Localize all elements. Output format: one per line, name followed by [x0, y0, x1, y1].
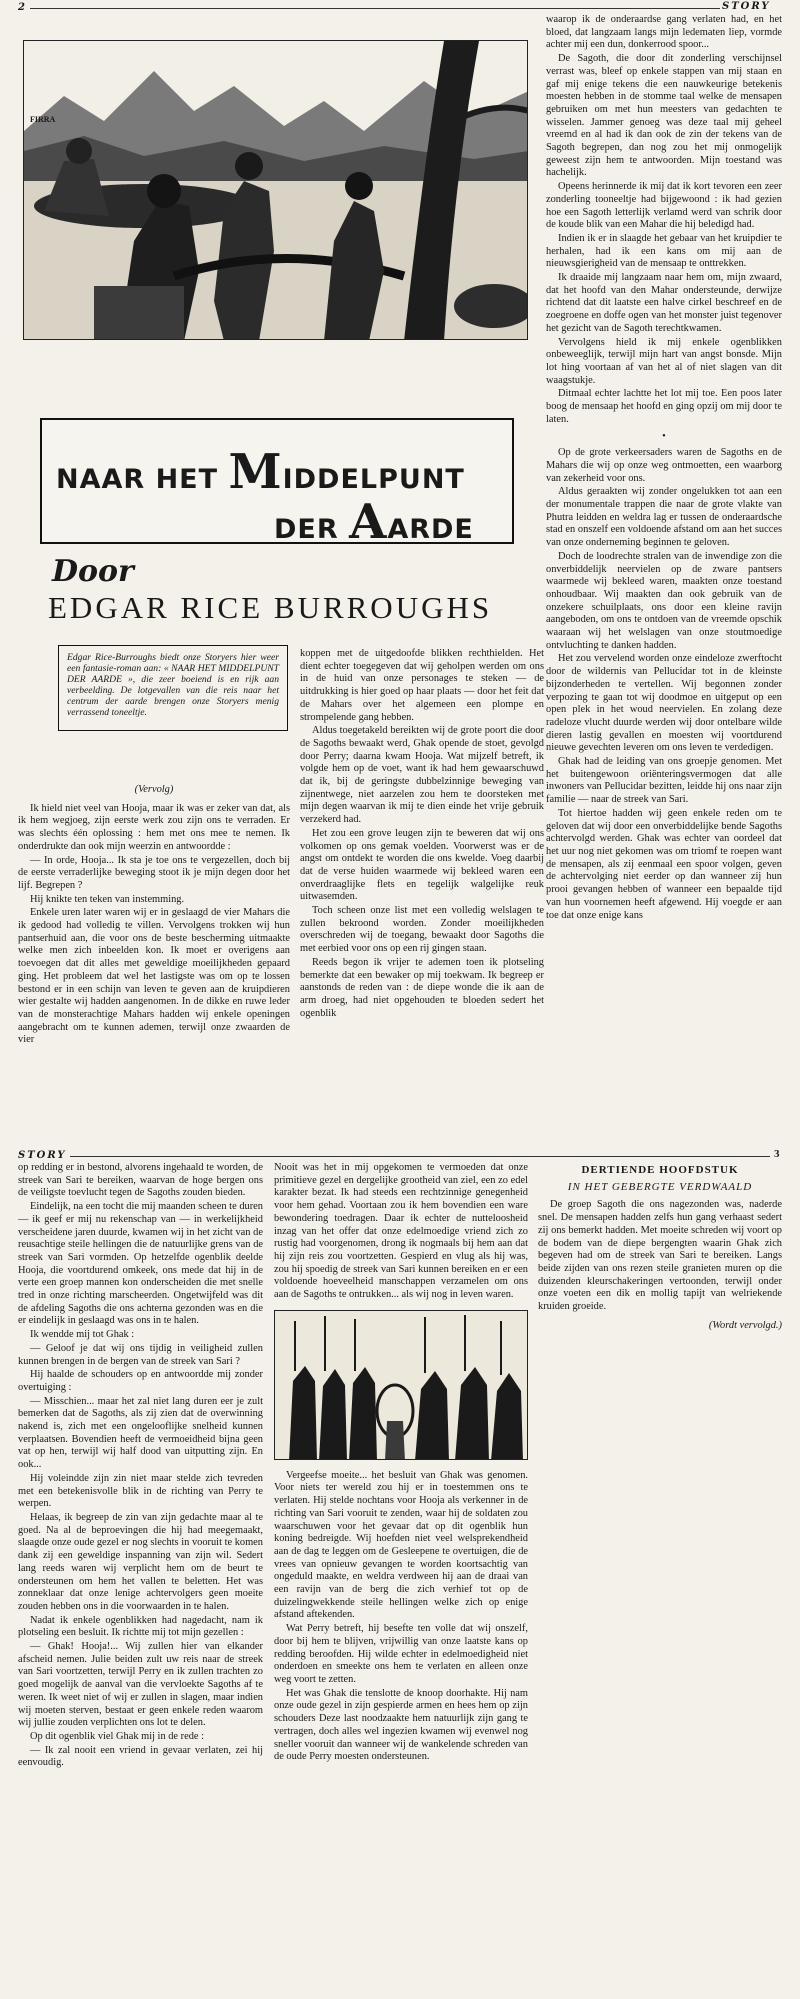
- article-column-2: [300, 648, 544, 1140]
- article-column-3: [538, 1162, 782, 1999]
- paragraph: Ghak had de leiding van ons groepje genomen. Met het buitengewoon oriënteringsvermogen dat alle inwoners van Pellucidar bezitten, leidde hij ons naar zijn familie — naar de streek van Sari.: [546, 756, 782, 806]
- paragraph: — Geloof je dat wij ons tijdig in veiligheid zullen kunnen brengen in de bergen van de streek van Sari ?: [18, 1342, 263, 1367]
- byline-door: Door: [52, 554, 134, 589]
- paragraph: Nadat ik enkele ogenblikken had nagedacht, nam ik plotseling een besluit. Ik richtte mij tot mijn gezellen :: [18, 1614, 263, 1639]
- paragraph: Doch de loodrechte stralen van de inwendige zon die onverbiddelijk neervielen op de zware pantsers waarmede wij bekleed waren, maakten onze toestand onhoudbaar. Wij maakten dan ook gebruik van de onzekere schuilplaats, ons door een kleine ravijn aangeboden, om ons te ontdoen van de vreemde opschik waaraan wij het welslagen van onze stoutmoedige ontvluchting te danken hadden.: [546, 550, 782, 651]
- paragraph: De Sagoth, die door dit zonderling verschijnsel verrast was, bleef op enkele stappen van mij staan en gaf mij enige tekens die een nauwkeurige betekenis moesten hebben in de stomme taal welke de mensapen gebruiken om met hun meesters van gedachten te wisselen. Jammer genoeg was deze taal mij geheel vreemd en al had ik dan ook de zin der tekens van de Sagoth begrepen, dan nog zou het mij onmogelijk geweest zijn hem te antwoorden. Mijn toestand was hachelijk.: [546, 53, 782, 179]
- title-initial-a: A: [349, 494, 388, 550]
- paragraph: Eindelijk, na een tocht die mij maanden scheen te duren — ik geef er mij nu rekenschap van — in werkelijkheid verscheidene jaren duurde, kwamen wij in het zicht van de reusachtige steile hellingen die de natuurlijke grens van de streek van Sari vormden. Op hetzelfde ogenblik deelde Hooja, die voortdurend omkeek, ons mede dat hij in de verte een groep mannen kon onderscheiden die met snelle tred in onze richting marscheerden. Ongetwijfeld was dit de afdeling Sagoths die ons achterna gezonden was en die er eindelijk in geslaagd was ons in te halen.: [18, 1201, 263, 1327]
- paragraph: Wat Perry betreft, hij besefte ten volle dat wij onszelf, door bij hem te blijven, vrijwillig van onze laatste kans op redding beroofden. Hij wilde echter in edelmoedigheid niet onderdoen en smeekte ons hem te verlaten en alleen onze weg voort te zetten.: [274, 1623, 528, 1685]
- paragraph: De groep Sagoth die ons nagezonden was, naderde snel. De mensapen hadden zelfs hun gang verhaast sedert zij ons bemerkt hadden. Met moeite schreden wij voort op de bodem van de diepe bergengten waarin Ghak zich begeven had om de streek van Sari te bereiken. Langs beide zijden van ons rezen steile granieten muren op die duizenden kleurschakeringen vertoonden, terwijl onder onze voeten een dik en mollig tapijt van welriekende kruiden groeide.: [538, 1199, 782, 1313]
- paragraph: Indien ik er in slaagde het gebaar van het kruipdier te herhalen, had ik een kans om mij aan de nieuwsgierigheid van de mensaap te onttrekken.: [546, 232, 782, 270]
- paragraph: Aldus geraakten wij zonder ongelukken tot aan een der monumentale trappen die naar de grote vlakte van Phutra leidden en weldra lag er tussen de onderaardsche stad en onszelf een voldoende afstand om aan het succes van onze onderneming beginnen te geloven.: [546, 486, 782, 549]
- sagoth-warriors-image: [275, 1311, 528, 1460]
- chapter-subtitle: IN HET GEBERGTE VERDWAALD: [567, 1180, 753, 1193]
- running-head: STORY: [18, 1150, 67, 1161]
- paragraph: Hij haalde de schouders op en antwoordde mij zonder overtuiging :: [18, 1369, 263, 1393]
- paragraph: Ik draaide mij langzaam naar hem om, mijn zwaard, dat het hoofd van den Mahar ondersteunde, derwijze richtend dat dit laatste een halve cirkel beschreef en de zoegroene en doffe ogen van het monster juist tegenover het gezicht van de Sagoth terechtkwamen.: [546, 272, 782, 334]
- intro-box: Edgar Rice-Burroughs biedt onze Storyers hier weer een fantasie-roman aan: « NAAR HET MIDDELPUNT DER AARDE », die zeer boeiend is en rijk aan verbeelding. De lotgevallen van die reis naar het centrum der aarde brengen onze Storyers menig verrassend toneeltje.: [58, 645, 288, 731]
- title-initial-m: M: [228, 444, 283, 500]
- title-line-2: [274, 494, 474, 550]
- paragraph: Enkele uren later waren wij er in geslaagd de vier Mahars die ik gedood had volledig te villen. Vervolgens trokken wij hun pantserhuid aan, die voor ons de beste bescherming uitmaakte welke men zich inbeelden kon. Ik moet er overigens aan toevoegen dat dit alles met geweldige moeilijkheden gepaard ging. Het probleem dat wel het lastigste was om op te lossen bestond er in een schijn van leven te geven aan de kruipdieren wier gestalte wij hadden aangenomen. In de dikke en ruwe leder van de monsterachtige Mahars hadden wij enkele openingen aangebracht om te kunnen ademen, terwijl onze zwaarden de vier: [18, 907, 290, 1046]
- title-word-naar-het: NAAR HET: [56, 464, 219, 495]
- paragraph: Het zou vervelend worden onze eindeloze zwerftocht door de wildernis van Pellucidar tot in de kleinste bijzonderheden te vertellen. Wij begonnen zonder verpozing te gaan tot wij doodmoe en uitgeput op een open plek in het woud neervielen. En zolang deze radeloze vlucht duurde werden wij door ontelbare wilde dieren lastig gevallen en moesten wij voortdurend nieuwe gevechten leveren om ons leven te verdedigen.: [546, 653, 782, 754]
- paragraph: Ik wendde mij tot Ghak :: [30, 1329, 135, 1341]
- story-illustration: [23, 40, 528, 340]
- prehistoric-scene-image: [24, 41, 528, 340]
- running-head-rule: [30, 8, 720, 9]
- paragraph: Hij voleindde zijn zin niet maar stelde zich tevreden met een betekenisvolle blik in de richting van Perry te werpen.: [18, 1472, 263, 1510]
- paragraph: waarop ik de onderaardse gang verlaten had, en het bloed, dat langzaam langs mijn ledematen liep, vormde achter mij een dun, donkerrood spoor...: [546, 14, 782, 51]
- section-separator: •: [662, 430, 666, 442]
- author-name: EDGAR RICE BURROUGHS: [48, 590, 493, 625]
- paragraph: Ik hield niet veel van Hooja, maar ik was er zeker van dat, als ik hem wegjoeg, zijn eerste werk zou zijn ons te verraden. Er was slechts één oplossing : hem met ons mee te nemen. Ik onderdrukte dan ook mijn weerzin en antwoordde :: [18, 802, 290, 852]
- battle-illustration: [274, 1310, 528, 1460]
- paragraph: Op dit ogenblik viel Ghak mij in de rede :: [30, 1730, 205, 1742]
- paragraph: — Ik zal nooit een vriend in gevaar verlaten, zei hij eenvoudig.: [18, 1744, 263, 1769]
- paragraph: Het was Ghak die tenslotte de knoop doorhakte. Hij nam onze oude gezel in zijn gespierde armen en hees hem op zijn schouders Deze last noodzaakte hem natuurlijk zijn gang te vertragen, doch alles wel ingezien kwamen wij evenwel nog sneller vooruit dan wanneer wij de wankelende schreden van de oude Perry moesten ondersteunen.: [274, 1687, 528, 1763]
- article-column-1: [18, 1162, 263, 1999]
- page-2: [18, 0, 782, 1140]
- paragraph: op redding er in bestond, alvorens ingehaald te worden, de streek van Sari te bereiken, waarvan de hoge bergen ons de veiligste toevlucht tegen de Sagoths zouden bieden.: [18, 1162, 263, 1199]
- paragraph: Op de grote verkeersaders waren de Sagoths en de Mahars die wij op onze weg ontmoetten, een waarborg van zekerheid voor ons.: [546, 447, 782, 484]
- paragraph: Tot hiertoe hadden wij geen enkele reden om te geloven dat wij door een onverbiddelijke bende Sagoths achtervolgd werden. Ghak was echter van oordeel dat het uur nog niet gekomen was om triomf te roepen want de mensapen, als zij eenmaal een spoor volgen, geven de achtervolging niet eerder op dan wanneer zij hun prooi gevangen hebben of wanneer een bepaalde tijd van hun voornemen heeft afgewend. Hij voegde er aan toe dat onze enige kans: [546, 807, 782, 921]
- paragraph: — Misschien... maar het zal niet lang duren eer je zult bemerken dat de Sagoths, als zij zien dat de overwinning nakend is, zich met een ongelooflijke snelheid kunnen verplaatsen. Bovendien heeft de vermoeidheid bijna geen vat op hen, terwijl wij half dood van uitputting zijn. En ook...: [18, 1395, 263, 1471]
- paragraph: Aldus toegetakeld bereikten wij de grote poort die door de Sagoths bewaakt werd, Ghak opende de stoet, gevolgd door Perry; daarna kwam Hooja. Wat mijzelf betreft, ik volgde hem op de voet, want ik had hem gewaarschuwd dat ik, bij de geringste dubbelzinnige beweging van zijnentwege, niet aarzelen zou hem te doorsteken met mijn degen waarvan ik mij te dien einde het vrije gebruik verzekerd had.: [300, 725, 544, 826]
- paragraph: Nooit was het in mij opgekomen te vermoeden dat onze primitieve gezel en dergelijke grootheid van ziel, een zo edel karakter bezat. Ik had steeds een rechtzinnige genegenheid voor hem gehad. Voortaan zou ik hem bovendien een ware bewondering toedragen. Daar ik echter de nutteloosheid inzag van het offer dat onze edelmoedige vriend zich zo rustig had voorgenomen, drong ik nogmaals bij hem aan dat hij zijn reis zou voortzetten. Gespierd en vlug als hij was, zou hij spoedig de streek van Sari kunnen bereiken en er een voldoende hoeveelheid manschappen verzamelen om ons aan de Sagoths te ontrukken... als wij nog in leven waren.: [274, 1162, 528, 1301]
- running-head-rule: [70, 1156, 770, 1157]
- title-word-der: DER: [274, 514, 339, 545]
- title-word-arde: ARDE: [387, 514, 474, 545]
- paragraph: Opeens herinnerde ik mij dat ik kort tevoren een zeer zonderling tooneeltje had bijgewoond : ik had gezien hoe een Sagoth letterlijk verlamd werd van schrik door de koude blik van een Mahar die hij beledigd had.: [546, 181, 782, 231]
- paragraph: koppen met de uitgedoofde blikken rechthielden. Het dient echter toegegeven dat wij geholpen werden om ons in de huid van onze personages te steken — de uitdrukking is hier goed op haar plaats — door het feit dat de Mahars over het algemeen een plompe en strompelende gang hebben.: [300, 648, 544, 723]
- article-column-3: [546, 14, 782, 1140]
- title-line-1: [56, 444, 465, 500]
- paragraph: Helaas, ik begreep de zin van zijn gedachte maar al te goed. Na al de beproevingen die hij had meegemaakt, slaagde onze oude gezel er nog slechts in vooruit te komen dank zij een geweldige inspanning van zijn wil. Sedert lang reeds waren wij verplicht hem om de beurt te ondersteunen om hem het vallen te beletten. Het was zonneklaar dat onze lenige achtervolgers geen moeite zouden hebben ons in die voorwaarden in te halen.: [18, 1511, 263, 1612]
- paragraph: Vergeefse moeite... het besluit van Ghak was genomen. Voor niets ter wereld zou hij er in toestemmen ons te verlaten. Hij stelde nochtans voor Hooja als verkenner in de richting van Sari vooruit te zenden, waar hij de soldaten zou waarschuwen voor het gevaar dat op dit ogenblik hun koning bedreigde. Wij hoefden niet veel welsprekendheid aan de dag te leggen om de Gesleepene te overtuigen, die de vrees van opnieuw gevangen te worden koortsachtig van ongeduld maakte, en weldra verdween hij aan de draai van een ravijn van de berg die zich verhief tot op de duizelingwekkende steile hellingen welke zich op enige afstand aftekenden.: [274, 1469, 528, 1621]
- story-title-box: [40, 418, 514, 550]
- paragraph: Reeds begon ik vrijer te ademen toen ik plotseling bemerkte dat een bewaker op mij toekwam. Ik begreep er aanstonds de reden van : de diepe wonde die ik aan de arm droeg, had niet opgehouden te bloeden sedert het ogenblik: [300, 956, 544, 1019]
- page-number: 3: [774, 1148, 780, 1160]
- paragraph: Toch scheen onze list met een volledig welslagen te zullen bekroond worden. Zonder moeilijkheden overschreden wij de toegang, bewaakt door Sagoths die met eerbied voor ons op een rij gingen staan.: [300, 905, 544, 955]
- chapter-title: DERTIENDE HOOFDSTUK: [581, 1164, 739, 1176]
- illustration-signature: FIRRA: [30, 115, 56, 124]
- paragraph: Hij knikte ten teken van instemming.: [30, 893, 185, 905]
- paragraph: Ditmaal echter lachtte het lot mij toe. Een poos later boog de mensaap het hoofd en ging opzij om mij door te laten.: [546, 388, 782, 425]
- wordt-vervolgd-label: (Wordt vervolgd.): [708, 1319, 782, 1331]
- page-3: [18, 1148, 782, 1999]
- paragraph: — Ghak! Hooja!... Wij zullen hier van elkander afscheid nemen. Julie beiden zult uw reis naar de streek van Sari voortzetten, terwijl Perry en ik zullen trachten zo goed mogelijk de aanval van die vervloekte Sagoths af te weren. Ik weet niet of wij er zullen in slagen, maar indien wij moeten sterven, bestaat er geen enkele reden waarom wij jullie zouden verplichten ons lot te delen.: [18, 1641, 263, 1729]
- vervolg-label: (Vervolg): [134, 784, 174, 795]
- paragraph: Vervolgens hield ik mij enkele ogenblikken onbeweeglijk, terwijl mijn hart van angst bonsde. Mijn lot hing voortaan af van het al of niet slagen van dit waagstukje.: [546, 336, 782, 386]
- paragraph: Het zou een grove leugen zijn te beweren dat wij ons volkomen op ons gemak voelden. Voorwerst was er de angst om ontdekt te worden die ons kwelde. Voeg daarbij dat de verse huiden waarmede wij bekleed waren een onverdraaglijke flets en tegelijk walgelijke reuk uitwasemden.: [300, 827, 544, 903]
- article-column-2: [274, 1162, 528, 1999]
- page-number: 2: [18, 2, 27, 13]
- paragraph: — In orde, Hooja... Ik sta je toe ons te vergezellen, doch bij de eerste verraderlijke beweging stoot ik je mijn degen door het lijf. Begrepen ?: [18, 854, 290, 891]
- running-head: STORY: [722, 1, 771, 12]
- article-column-1: [18, 780, 290, 1140]
- title-word-iddelpunt: IDDELPUNT: [282, 464, 465, 495]
